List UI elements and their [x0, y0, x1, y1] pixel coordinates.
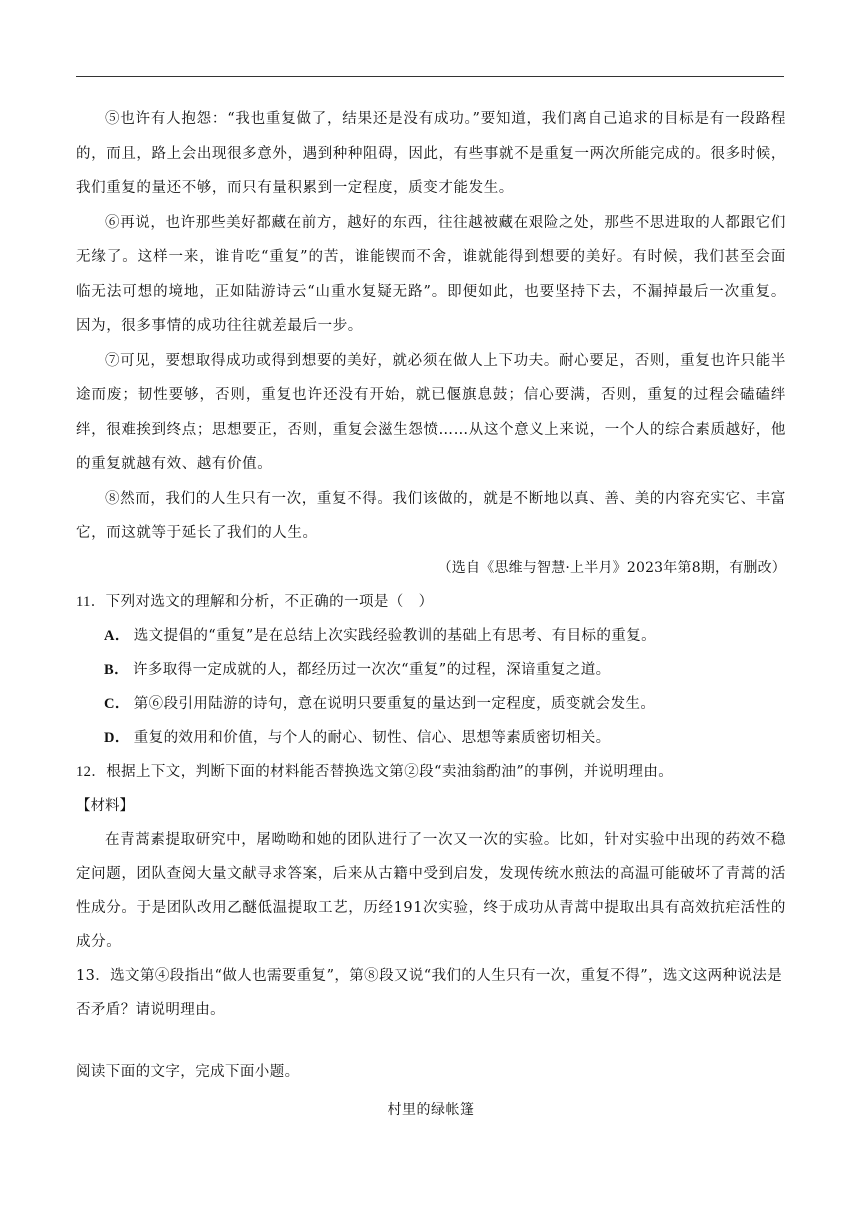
option-d: [76, 721, 786, 755]
option-a-text: 选文提倡的“重复”是在总结上次实践经验教训的基础上有思考、有目标的重复。: [133, 627, 657, 644]
question-13-stem: 选文第④段指出“做人也需要重复”，第⑧段又说“我们的人生只有一次，重复不得”，选文这两种说法是否矛盾？请说明理由。: [76, 967, 783, 1018]
question-11: [76, 585, 786, 619]
question-12-stem: 根据上下文，判断下面的材料能否替换选文第②段“卖油翁酌油”的事例，并说明理由。: [106, 763, 674, 780]
question-11-stem: 下列对选文的理解和分析，不正确的一项是（ ）: [105, 593, 434, 610]
option-d-text: 重复的效用和价值，与个人的耐心、韧性、信心、思想等素质密切相关。: [133, 729, 611, 746]
material-label: 【材料】: [76, 797, 134, 814]
paragraph-7: ⑦可见，要想取得成功或得到想要的美好，就必须在做人上下功夫。耐心要足，否则，重复也许只能半途而废；韧性要够，否则，重复也许还没有开始，就已偃旗息鼓；信心要满，否则，重复的过程会磕磕绊绊，很难挨到终点；思想要正，否则，重复会滋生怨愤……从这个意义上来说，一个人的综合素质越好，他的重复就越有效、越有价值。: [76, 352, 786, 472]
material-text: 在青蒿素提取研究中，屠呦呦和她的团队进行了一次又一次的实验。比如，针对实验中出现的药效不稳定问题，团队查阅大量文献寻求答案，后来从古籍中受到启发，发现传统水煎法的高温可能破坏了青蒿的活性成分。于是团队改用乙醚低温提取工艺，历经191次实验，终于成功从青蒿中提取出具有高效抗疟活性的成分。: [76, 831, 786, 950]
story-title: 村里的绿帐篷: [387, 1101, 475, 1118]
paragraph-8: ⑧然而，我们的人生只有一次，重复不得。我们该做的，就是不断地以真、善、美的内容充实它、丰富它，而这就等于延长了我们的人生。: [76, 490, 786, 541]
question-11-number: 11．: [76, 593, 106, 610]
option-c-letter: C．: [104, 695, 130, 712]
paragraph-6: ⑥再说，也许那些美好都藏在前方，越好的东西，往往越被藏在艰险之处，那些不思进取的人都跟它们无缘了。这样一来，谁肯吃“重复”的苦，谁能锲而不舍，谁就能得到想要的美好。有时候，我们甚至会面临无法可想的境地，正如陆游诗云“山重水复疑无路”。即便如此，也要坚持下去，不漏掉最后一次重复。因为，很多事情的成功往往就差最后一步。: [76, 214, 786, 334]
option-b-letter: B．: [104, 661, 129, 678]
header-rule: [76, 76, 784, 77]
source-citation: （选自《思维与智慧·上半月》2023年第8期，有删改）: [437, 559, 786, 576]
option-b: [76, 653, 786, 687]
paragraph-5: ⑤也许有人抱怨：“我也重复做了，结果还是没有成功。”要知道，我们离自己追求的目标是有一段路程的，而且，路上会出现很多意外，遇到种种阻碍，因此，有些事就不是重复一两次所能完成的。很多时候，我们重复的量还不够，而只有量积累到一定程度，质变才能发生。: [76, 111, 786, 196]
question-12-number: 12．: [76, 763, 107, 780]
option-c-text: 第⑥段引用陆游的诗句，意在说明只要重复的量达到一定程度，质变就会发生。: [133, 695, 656, 712]
option-b-text: 许多取得一定成就的人，都经历过一次次“重复”的过程，深谙重复之道。: [132, 661, 611, 678]
question-12: [76, 755, 786, 789]
option-d-letter: D．: [104, 729, 130, 746]
question-13-number: 13．: [76, 967, 111, 984]
option-a: [76, 619, 786, 653]
option-c: [76, 687, 786, 721]
reading-instruction: 阅读下面的文字，完成下面小题。: [76, 1063, 300, 1080]
question-13: [76, 959, 786, 1027]
option-a-letter: A．: [104, 627, 130, 644]
document-page: [76, 102, 786, 1127]
